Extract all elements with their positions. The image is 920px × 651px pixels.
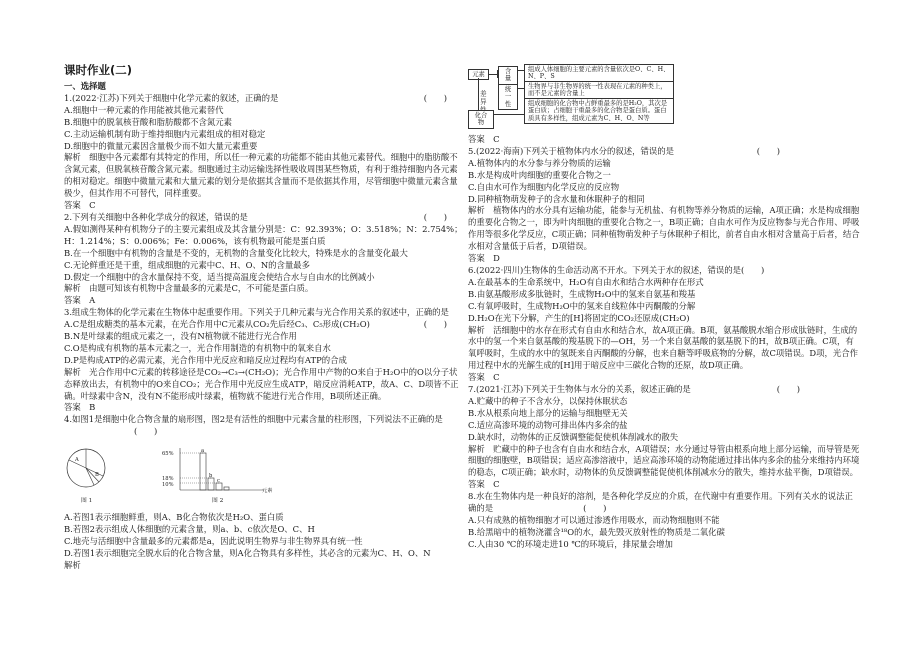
q2-answer: 答案 A [64,295,96,306]
diagram-branch-content: 含量 [498,66,518,85]
question-4-stem: 4.如图1是细胞中化合物含量的扇形图，图2是有活性的细胞中元素含量的柱形图，下列说法不正确的是( ) [64,414,443,437]
diagram-root: 元素 [468,69,489,80]
question-6-stem: 6.(2022·四川)生物体的生命活动离不开水。下列关于水的叙述，错误的是( ) [468,264,765,275]
q1-option-b: B.细胞中的脱氧核苷酸和脂肪酸都不含氮元素 [64,116,232,127]
q2-option-d: D.假定一个细胞中的含水量保持不变，适当提高温度会使结合水与自由水的比例减小 [64,271,375,282]
q2-option-b: B.在一个细胞中有机物的含量是不变的，无机物的含量变化比较大，特殊是水的含量变化最大 [64,247,408,258]
q5-option-b: B.水是构成叶肉细胞的重要化合物之一 [468,169,611,180]
fig2-tick-18: 18% [162,476,174,483]
diagram-box-3: 组成细胞的化合物中占鲜重最多的是H₂O，其次是蛋白质；占细胞干重最多的化合物是蛋白质。蛋白质具有多样性，组成元素为C、H、O、N等 [524,98,674,124]
q6-option-b: B.由氨基酸形成多肽链时，生成物H₂O中的氢来自氨基和羧基 [468,288,696,299]
q4-analysis: 解析 [64,559,81,570]
q3-analysis: 解析 光合作用中C元素的转移途径是CO₂→C₃→(CH₂O)；光合作用中产物的O来自于H₂O中的O以分子状态释放出去，有机物中的O来自CO₂；光合作用中光反应生成ATP，暗反应消耗ATP，故A、C、D项皆不正确。叶绿素中含N，没有N不能形成叶绿素，植物就不能进行光合作用，B项所述正确。 [64,366,459,401]
q1-analysis: 解析 细胞中各元素都有其特定的作用，所以任一种元素的功能都不能由其他元素替代。细胞中的脂肪酸不含氮元素，但脱氧核苷酸含氮元素。细胞通过主动运输选择性吸收周围某些物质，有利于维持细胞内各元素的相对稳定。细胞中微量元素和大量元素的划分是依据其含量而不是依据其作用，尽管细胞中微量元素含量极少，但其作用不可替代，同样重要。 [64,152,458,199]
q1-option-c: C.主动运输机制有助于维持细胞内元素组成的相对稳定 [64,128,266,139]
fig2-x-label: 元素 [262,488,273,495]
fig2-bar-label-a: a [201,448,205,455]
q4-answer: 答案 C [468,134,500,144]
fig2-bar-label-b: b [209,473,213,480]
question-2-stem: 2.下列有关细胞中各种化学成分的叙述，错误的是 ( ) [64,211,447,222]
q4-option-c: C.地壳与活细胞中含量最多的元素都是a，因此说明生物界与非生物界具有统一性 [64,536,363,546]
q3-option-c: C.O是构成有机物的基本元素之一，光合作用制造的有机物中的氧来自水 [64,342,331,353]
q4-figures [64,440,304,510]
question-8-stem: 8.水在生物体内是一种良好的溶剂，是各种化学反应的介质，在代谢中有重要作用。下列有关水的说法正确的是 ( ) [468,491,853,514]
fig2-bar-label-c: c [217,478,220,485]
question-1-stem: 1.(2022·江苏)下列关于细胞中化学元素的叙述，正确的是 ( ) [64,92,447,103]
question-7-stem: 7.(2021·江苏)下列关于生物体与水分的关系，叙述正确的是 ( ) [468,384,800,395]
diagram-box-2: 生物界与非生物界的统一性表现在元素的种类上，而不是元素的含量上 [524,81,674,100]
q5-answer: 答案 D [468,253,500,264]
q2-analysis: 解析 由题可知该有机物中含量最多的元素是C，不可能是蛋白质。 [64,283,314,294]
q4-option-b: B.若图2表示组成人体细胞的元素含量，则a、b、c依次是O、C、H [64,524,315,535]
q3-option-b: B.N是叶绿素的组成元素之一，没有N植物就不能进行光合作用 [64,331,297,342]
page-title: 课时作业(二) [64,63,133,77]
q2-option-c: C.无论鲜重还是干重，组成细胞的元素中C、H、O、N的含量最多 [64,259,311,270]
q5-analysis: 解析 植物体内的水分具有运输功能，能参与无机盐、有机物等养分物质的运输，A项正确；水是构成细胞的重要化合物之一，即为叶肉细胞的重要化合物之一，B项正确；自由水可作为反应物参与光合作用、呼吸作用等很多化学反应，C项正确；同种植物萌发种子与休眠种子相比，前者自由水相对含量高于后者，结合水相对含量低于后者，D项错误。 [468,205,860,252]
q5-option-a: A.植物体内的水分参与养分物质的运输 [468,157,611,168]
q8-option-c: C.人由30 ℃的环境走进10 ℃的环境后，排尿量会增加 [468,538,673,549]
figure-svg [64,440,304,510]
diagram-box-1: 组成人体细胞的主要元素的含量依次是O、C、H、N、P、S [524,64,674,83]
question-3-stem: 3.组成生物体的化学元素在生物体中起重要作用。下列关于几种元素与光合作用关系的叙述中，正确的是 ( ) [64,307,449,330]
diagram-branch-unity: 统一性 [498,84,518,110]
q1-answer: 答案 C [64,200,96,211]
fig1-label-a: A [75,457,79,464]
q1-option-d: D.细胞中的微量元素因含量极少而不如大量元素重要 [64,140,258,151]
q4-option-a: A.若图1表示细胞鲜重，则A、B化合物依次是H₂O、蛋白质 [64,512,284,523]
q5-option-d: D.同种植物萌发种子的含水量和休眠种子的相同 [468,193,645,204]
q6-analysis: 解析 活细胞中的水存在形式有自由水和结合水，故A项正确。B项，氨基酸脱水缩合形成肽链时，生成的水中的氢一个来自氨基酸的羧基脱下的—OH，另一个来自氨基酸的氨基脱下的H，故B项正确。C项，有氧呼吸时，生成的水中的氢既来自丙酮酸的分解，也来自糖等呼吸底物的分解，故C项错误。D项，光合作用过程中水的光解生成的[H]用于暗反应中三碳化合物的还原，故D项正确。 [468,324,858,371]
q6-option-d: D.H₂O在光下分解，产生的[H]将固定的CO₂还原成(CH₂O) [468,312,690,323]
q2-option-a: A.假如测得某种有机物分子的主要元素组成及其含量分别是：C：92.393%；O：3.518%；N：2.754%；H：1.214%；S：0.006%；Fe：0.006%，该有机物最可能是蛋白质 [64,223,463,246]
diagram-side-label: 差异 [480,90,487,106]
fig1-label-b: B [95,472,99,479]
q1-option-a: A.细胞中一种元素的作用能被其他元素替代 [64,104,224,115]
q3-option-d: D.P是构成ATP的必需元素，光合作用中光反应和暗反应过程均有ATP的合成 [64,354,347,365]
q7-answer: 答案 C [468,479,500,490]
q7-option-d: D.缺水时，动物体的正反馈调整能促使机体削减水的散失 [468,431,679,442]
q3-answer: 答案 B [64,402,96,413]
q7-option-a: A.贮藏中的种子不含水分，以保持休眠状态 [468,395,628,406]
q5-option-c: C.自由水可作为细胞内化学反应的反应物 [468,181,620,192]
q7-option-b: B.水从根系向地上部分的运输与细胞壁无关 [468,407,628,418]
diagram-compound: 化合物 [468,110,494,129]
q8-option-a: A.只有成熟的植物细胞才可以通过渗透作用吸水，而动物细胞则不能 [468,515,720,525]
fig1-caption: 图 1 [81,498,93,505]
right-column [468,66,860,551]
q7-option-c: C.适应高渗环境的动物可排出体内多余的盐 [468,419,628,430]
q6-option-a: A.在最基本的生命系统中，H₂O有自由水和结合水两种存在形式 [468,276,704,287]
left-column [64,62,465,572]
q3-option-a: A.C是组成糖类的基本元素，在光合作用中C元素从CO₂先后经C₃、C₅形成(CH₂O) [64,319,370,330]
q6-answer: 答案 C [468,372,500,383]
q8-option-b: B.给黑暗中的植物浇灌含¹⁸O的水，最先毁灭放射性的物质是二氧化碳 [468,526,725,537]
q6-option-c: C.有氧呼吸时，生成物H₂O中的氢来自线粒体中丙酮酸的分解 [468,300,696,311]
concept-diagram [468,66,860,130]
bar-chart-fig2 [180,448,264,490]
section-heading: 一、选择题 [64,81,106,91]
fig2-tick-10: 10% [162,482,174,489]
fig2-tick-65: 65% [162,451,174,458]
q4-option-d: D.若图1表示细胞完全脱水后的化合物含量，则A化合物具有多样性，其必含的元素为C、H、O、N [64,547,431,558]
question-5-stem: 5.(2022·海南)下列关于植物体内水分的叙述，错误的是 ( ) [468,145,780,156]
q7-analysis: 解析 贮藏中的种子也含有自由水和结合水，A项错误；水分通过导管由根系向地上部分运输，而导管是死细胞的细胞壁，B项错误；适应高渗溶液中，适应高渗环境的动物能通过排出体内多余的盐分来维持内环境的稳态，C项正确；缺水时，动物体的负反馈调整能促使机体削减水分的散失，维持水盐平衡，D项错误。 [468,443,860,478]
fig2-caption: 图 2 [212,498,224,505]
pie-chart-fig1 [67,449,105,487]
